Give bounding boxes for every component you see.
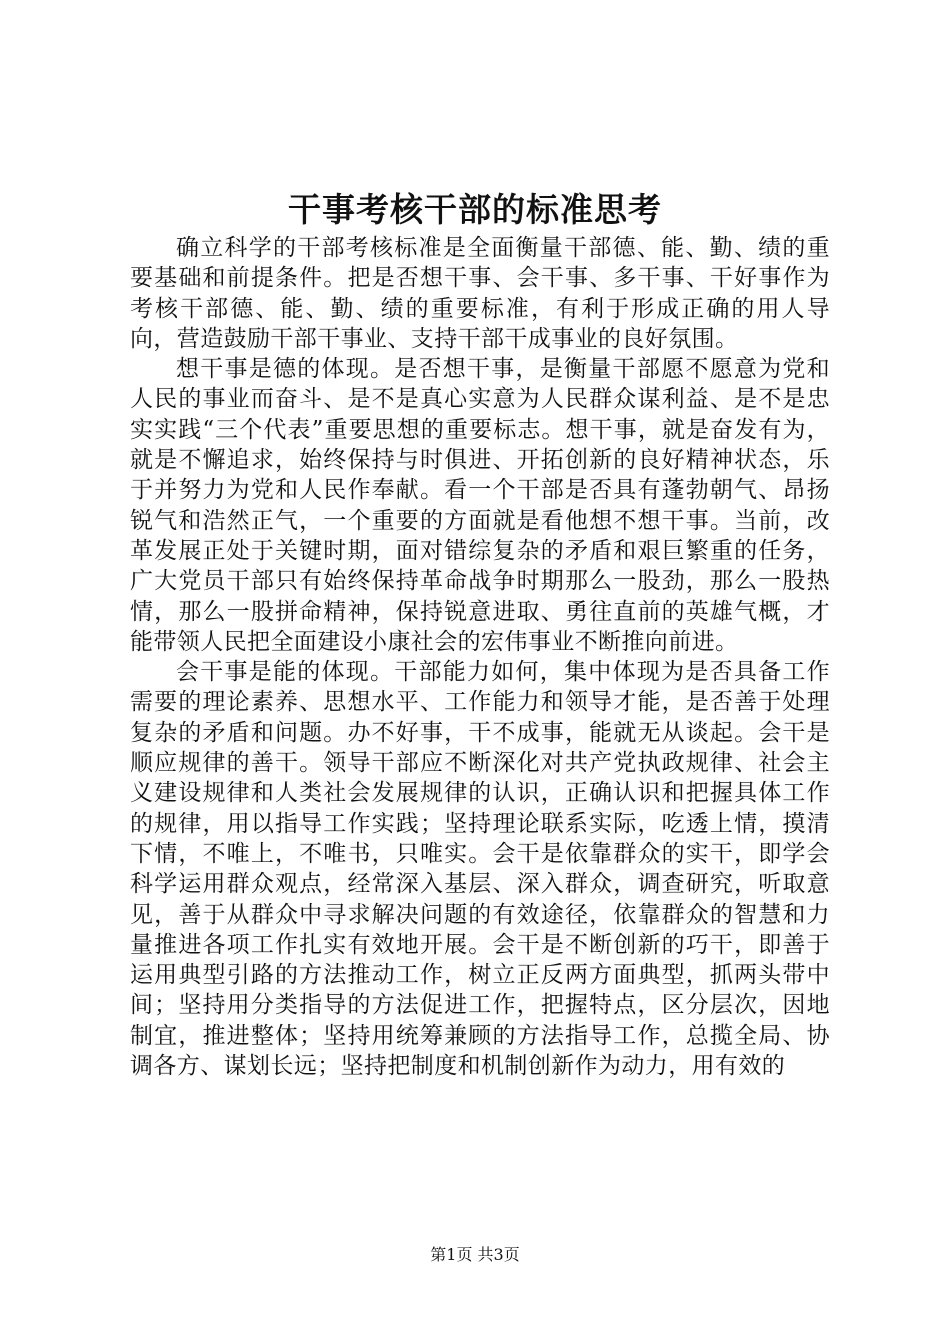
paragraph-able-to-work: 会干事是能的体现。干部能力如何，集中体现为是否具备工作需要的理论素养、思想水平、工作能力和领导才能，是否善于处理复杂的矛盾和问题。办不好事，干不成事，能就无从谈起。会干是顺应规律的善干。领导干部应不断深化对共产党执政规律、社会主义建设规律和人类社会发展规律的认识，正确认识和把握具体工作的规律，用以指导工作实践；坚持理论联系实际，吃透上情，摸清下情，不唯上，不唯书，只唯实。会干是依靠群众的实干，即学会科学运用群众观点，经常深入基层、深入群众，调查研究，听取意见，善于从群众中寻求解决问题的有效途径，依靠群众的智慧和力量推进各项工作扎实有效地开展。会干是不断创新的巧干，即善于运用典型引路的方法推动工作，树立正反两方面典型，抓两头带中间；坚持用分类指导的方法促进工作，把握特点，区分层次，因地制宜，推进整体；坚持用统筹兼顾的方法指导工作，总揽全局、协调各方、谋划长远；坚持把制度和机制创新作为动力，用有效的 [130,659,830,1080]
paragraph-want-to-work: 想干事是德的体现。是否想干事，是衡量干部愿不愿意为党和人民的事业而奋斗、是不是真心实意为人民群众谋利益、是不是忠实实践“三个代表”重要思想的重要标志。想干事，就是奋发有为，就是不懈追求，始终保持与时俱进、开拓创新的良好精神状态，乐于并努力为党和人民作奉献。看一个干部是否具有蓬勃朝气、昂扬锐气和浩然正气，一个重要的方面就是看他想不想干事。当前，改革发展正处于关键时期，面对错综复杂的矛盾和艰巨繁重的任务，广大党员干部只有始终保持革命战争时期那么一股劲，那么一股热情，那么一股拼命精神，保持锐意进取、勇往直前的英雄气概，才能带领人民把全面建设小康社会的宏伟事业不断推向前进。 [130,356,830,655]
page-number-footer: 第1页 共3页 [430,1245,520,1264]
document-body [130,233,830,1081]
document-title: 干事考核干部的标准思考 [288,190,662,229]
paragraph-intro: 确立科学的干部考核标准是全面衡量干部德、能、勤、绩的重要基础和前提条件。把是否想干事、会干事、多干事、干好事作为考核干部德、能、勤、绩的重要标准，有利于形成正确的用人导向，营造鼓励干部干事业、支持干部干成事业的良好氛围。 [130,235,830,352]
